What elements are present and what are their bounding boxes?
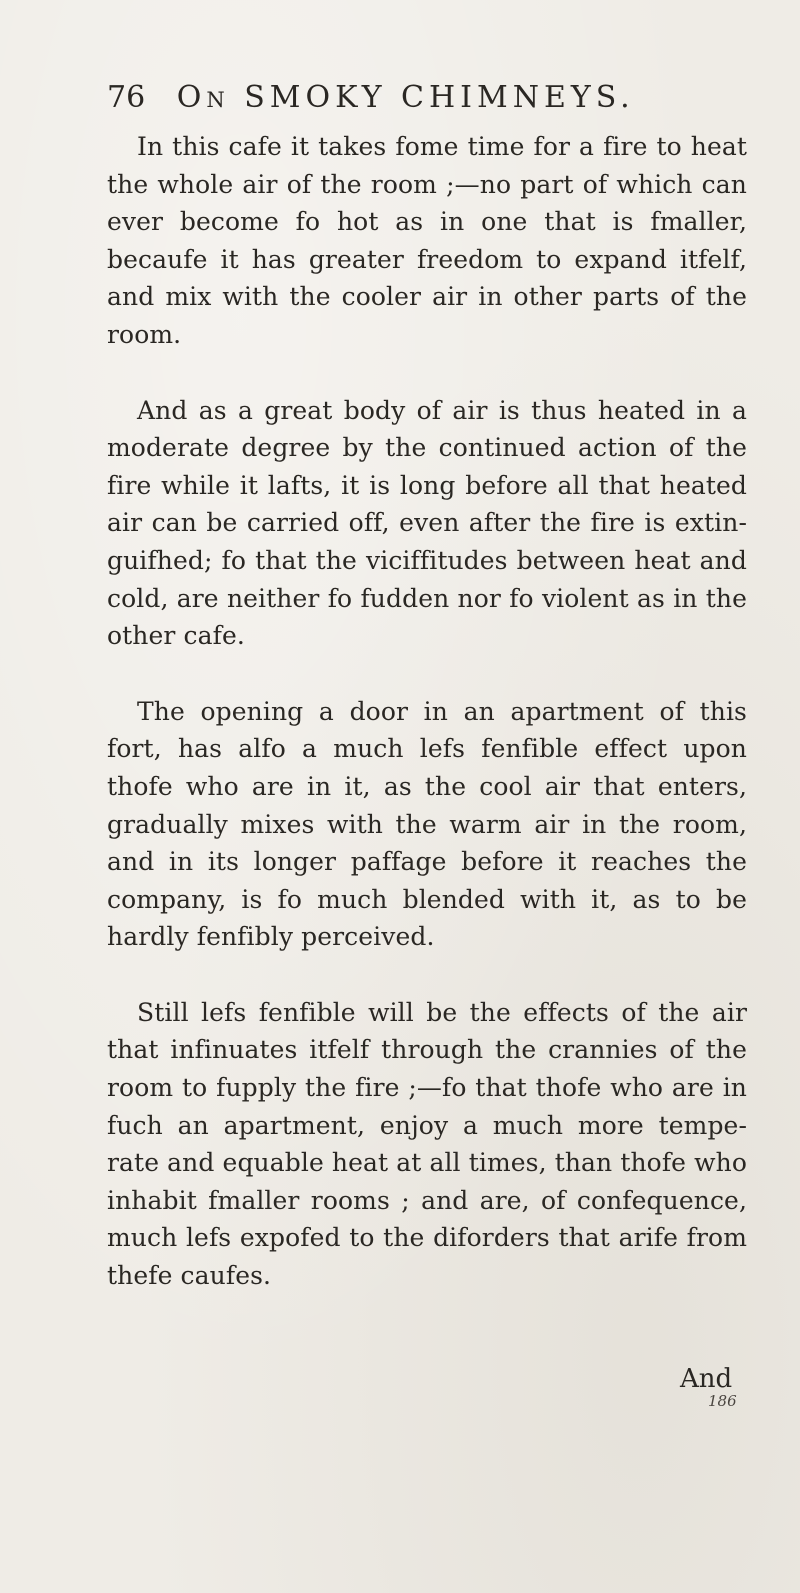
- page-header: [107, 78, 737, 118]
- paragraph-4: Still lefs fenfible will be the effects of the air that infinuates itfelf through the crannies of the room to fupply the fire ;—fo that thofe who are in fuch an apartment, enjoy a much more tempe-rate and equable heat at all times, than thofe who inhabit fmaller rooms ; and are, of confequence, much lefs expofed to the diforders that arife from thefe caufes.: [107, 997, 747, 1291]
- body-text: [107, 128, 747, 1295]
- catchword: And: [680, 1364, 733, 1394]
- paragraph-2: And as a great body of air is thus heated in a moderate degree by the continued action of the fire while it lafts, it is long before all that heated air can be carried off, even after the fire is extin-guifhed; fo that the viciffitudes between heat and cold, are neither fo fudden nor fo violent as in the other cafe.: [107, 395, 747, 651]
- paragraph-3: The opening a door in an apartment of this fort, has alfo a much lefs fenfible effect upon thofe who are in it, as the cool air that enters, gradually mixes with the warm air in the room, and in its longer paffage before it reaches the company, is fo much blended with it, as to be hardly fenfibly perceived.: [107, 696, 747, 952]
- page-number: 76: [107, 80, 146, 115]
- running-title: On SMOKY CHIMNEYS.: [176, 80, 635, 115]
- paragraph-1: In this cafe it takes fome time for a fire to heat the whole air of the room ;—no part of which can ever become fo hot as in one that is fmaller, becaufe it has greater freedom to expand itfelf, and mix with the cooler air in other parts of the room.: [107, 132, 747, 349]
- signature-mark: 186: [708, 1392, 737, 1410]
